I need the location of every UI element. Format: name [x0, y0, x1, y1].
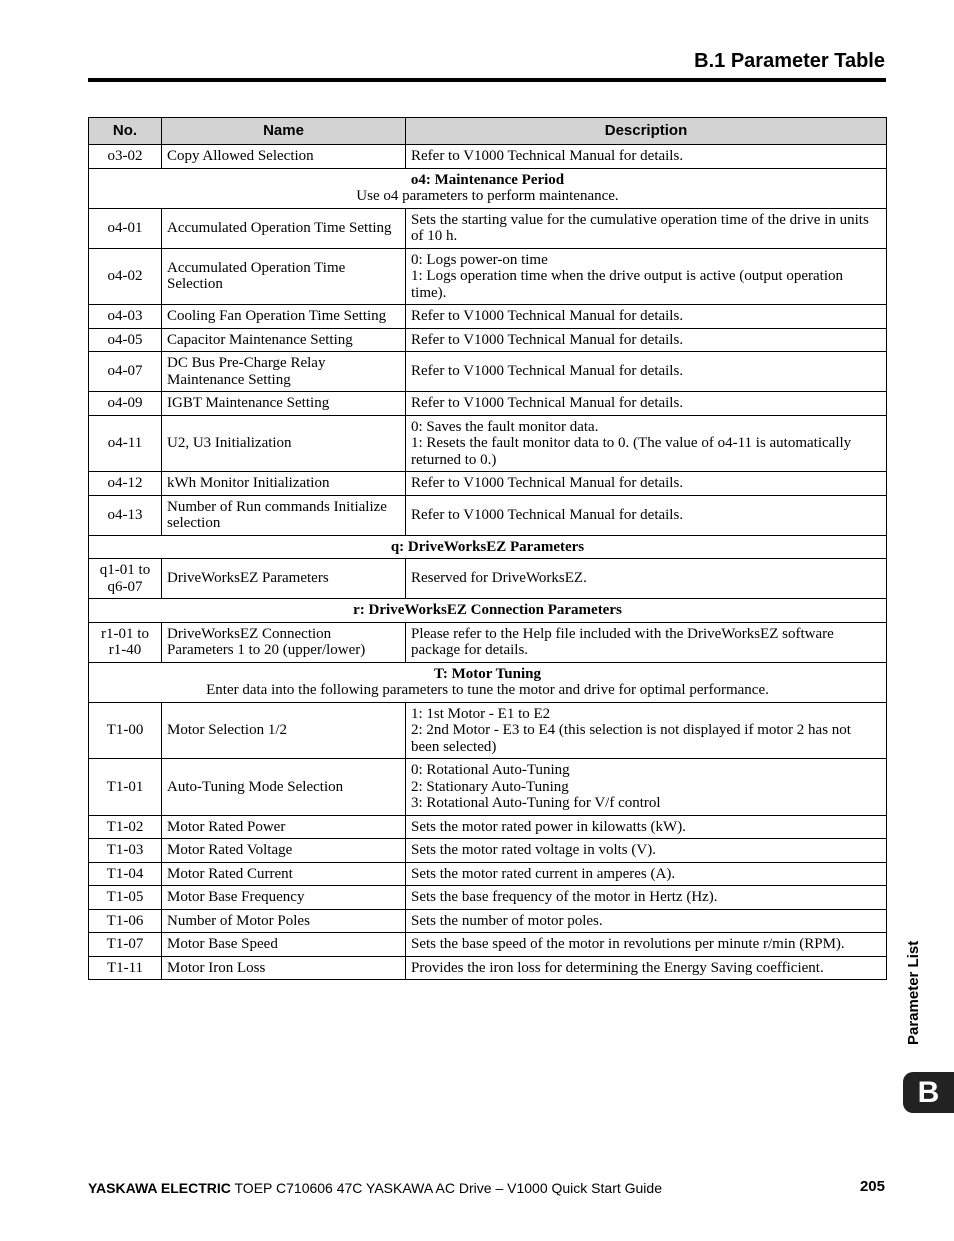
side-section-label: Parameter List	[905, 940, 922, 1045]
table-row	[89, 702, 887, 759]
param-number: r1-01 to r1-40	[89, 622, 162, 662]
param-description: Sets the motor rated current in amperes (A).	[406, 862, 887, 886]
table-row	[89, 392, 887, 416]
param-description: 1: 1st Motor - E1 to E2 2: 2nd Motor - E3 to E4 (this selection is not displayed if motor 2 has not been selected)	[406, 702, 887, 759]
section-row	[89, 535, 887, 559]
param-name: Number of Motor Poles	[162, 909, 406, 933]
section-subtitle: Enter data into the following parameters to tune the motor and drive for optimal performance.	[206, 682, 769, 698]
table-row	[89, 759, 887, 816]
param-number: T1-06	[89, 909, 162, 933]
page-title: B.1 Parameter Table	[694, 50, 885, 72]
param-description: Refer to V1000 Technical Manual for details.	[406, 392, 887, 416]
param-number: o4-13	[89, 495, 162, 535]
footer	[88, 1180, 662, 1196]
param-name: Capacitor Maintenance Setting	[162, 328, 406, 352]
param-name: kWh Monitor Initialization	[162, 472, 406, 496]
footer-brand: YASKAWA ELECTRIC	[88, 1180, 231, 1196]
table-header-row	[89, 118, 887, 145]
param-number: T1-02	[89, 815, 162, 839]
table-row	[89, 248, 887, 305]
param-name: Cooling Fan Operation Time Setting	[162, 305, 406, 329]
header-rule	[88, 78, 886, 82]
param-description: Sets the number of motor poles.	[406, 909, 887, 933]
table-row	[89, 472, 887, 496]
param-number: T1-05	[89, 886, 162, 910]
param-number: o4-02	[89, 248, 162, 305]
table-row	[89, 208, 887, 248]
param-description: Refer to V1000 Technical Manual for details.	[406, 495, 887, 535]
param-name: IGBT Maintenance Setting	[162, 392, 406, 416]
table-row	[89, 862, 887, 886]
param-name: Motor Rated Voltage	[162, 839, 406, 863]
param-name: Copy Allowed Selection	[162, 145, 406, 169]
param-name: Accumulated Operation Time Setting	[162, 208, 406, 248]
param-name: Auto-Tuning Mode Selection	[162, 759, 406, 816]
table-row	[89, 415, 887, 472]
param-number: o4-03	[89, 305, 162, 329]
table-row	[89, 305, 887, 329]
table-row	[89, 495, 887, 535]
column-header-name: Name	[162, 118, 406, 145]
section-cell	[89, 535, 887, 559]
param-name: U2, U3 Initialization	[162, 415, 406, 472]
param-name: Number of Run commands Initialize selection	[162, 495, 406, 535]
param-number: o4-12	[89, 472, 162, 496]
section-cell	[89, 168, 887, 208]
param-description: Refer to V1000 Technical Manual for details.	[406, 328, 887, 352]
page-number: 205	[859, 1178, 885, 1195]
param-name: Motor Selection 1/2	[162, 702, 406, 759]
param-number: T1-04	[89, 862, 162, 886]
param-description: 0: Rotational Auto-Tuning 2: Stationary Auto-Tuning 3: Rotational Auto-Tuning for V/f control	[406, 759, 887, 816]
chapter-tab: B	[903, 1072, 954, 1113]
param-number: o4-09	[89, 392, 162, 416]
column-header-no: No.	[89, 118, 162, 145]
table-row	[89, 839, 887, 863]
section-title: r: DriveWorksEZ Connection Parameters	[353, 602, 622, 618]
param-number: o4-05	[89, 328, 162, 352]
table-row	[89, 328, 887, 352]
param-number: o4-01	[89, 208, 162, 248]
parameter-table	[88, 117, 887, 980]
param-description: Please refer to the Help file included with the DriveWorksEZ software package for details.	[406, 622, 887, 662]
param-name: Motor Base Speed	[162, 933, 406, 957]
section-title: o4: Maintenance Period	[410, 171, 565, 188]
param-description: 0: Logs power-on time 1: Logs operation time when the drive output is active (output operation time).	[406, 248, 887, 305]
param-name: Motor Rated Current	[162, 862, 406, 886]
param-description: Sets the base speed of the motor in revolutions per minute r/min (RPM).	[406, 933, 887, 957]
section-row	[89, 662, 887, 702]
table-row	[89, 622, 887, 662]
table-body	[89, 145, 887, 980]
param-description: Sets the motor rated voltage in volts (V).	[406, 839, 887, 863]
param-number: q1-01 to q6-07	[89, 559, 162, 599]
param-number: o3-02	[89, 145, 162, 169]
table-row	[89, 886, 887, 910]
param-name: DC Bus Pre-Charge Relay Maintenance Setting	[162, 352, 406, 392]
param-description: Refer to V1000 Technical Manual for details.	[406, 352, 887, 392]
table-row	[89, 909, 887, 933]
section-title: T: Motor Tuning	[434, 665, 541, 682]
param-description: Refer to V1000 Technical Manual for details.	[406, 472, 887, 496]
table-row	[89, 815, 887, 839]
table-row	[89, 352, 887, 392]
section-title: q: DriveWorksEZ Parameters	[390, 538, 585, 555]
param-number: T1-07	[89, 933, 162, 957]
param-name: Motor Base Frequency	[162, 886, 406, 910]
param-number: T1-01	[89, 759, 162, 816]
param-description: 0: Saves the fault monitor data. 1: Resets the fault monitor data to 0. (The value of o4-11 is automatically returned to 0.)	[406, 415, 887, 472]
section-cell	[89, 662, 887, 702]
table-row	[89, 956, 887, 980]
param-number: o4-07	[89, 352, 162, 392]
table-row	[89, 933, 887, 957]
param-description: Provides the iron loss for determining the Energy Saving coefficient.	[406, 956, 887, 980]
table-row	[89, 559, 887, 599]
column-header-description: Description	[406, 118, 887, 145]
param-name: Accumulated Operation Time Selection	[162, 248, 406, 305]
footer-text: TOEP C710606 47C YASKAWA AC Drive – V1000 Quick Start Guide	[230, 1180, 662, 1196]
param-description: Refer to V1000 Technical Manual for details.	[406, 145, 887, 169]
param-description: Sets the starting value for the cumulative operation time of the drive in units of 10 h.	[406, 208, 887, 248]
param-number: T1-03	[89, 839, 162, 863]
param-name: DriveWorksEZ Parameters	[162, 559, 406, 599]
section-row	[89, 599, 887, 623]
param-number: o4-11	[89, 415, 162, 472]
param-description: Sets the motor rated power in kilowatts (kW).	[406, 815, 887, 839]
section-row	[89, 168, 887, 208]
param-number: T1-11	[89, 956, 162, 980]
section-cell	[89, 599, 887, 623]
param-description: Sets the base frequency of the motor in Hertz (Hz).	[406, 886, 887, 910]
param-number: T1-00	[89, 702, 162, 759]
section-subtitle: Use o4 parameters to perform maintenance.	[356, 188, 619, 204]
param-description: Refer to V1000 Technical Manual for details.	[406, 305, 887, 329]
param-name: DriveWorksEZ Connection Parameters 1 to 20 (upper/lower)	[162, 622, 406, 662]
param-name: Motor Iron Loss	[162, 956, 406, 980]
param-name: Motor Rated Power	[162, 815, 406, 839]
table-row	[89, 145, 887, 169]
param-description: Reserved for DriveWorksEZ.	[406, 559, 887, 599]
